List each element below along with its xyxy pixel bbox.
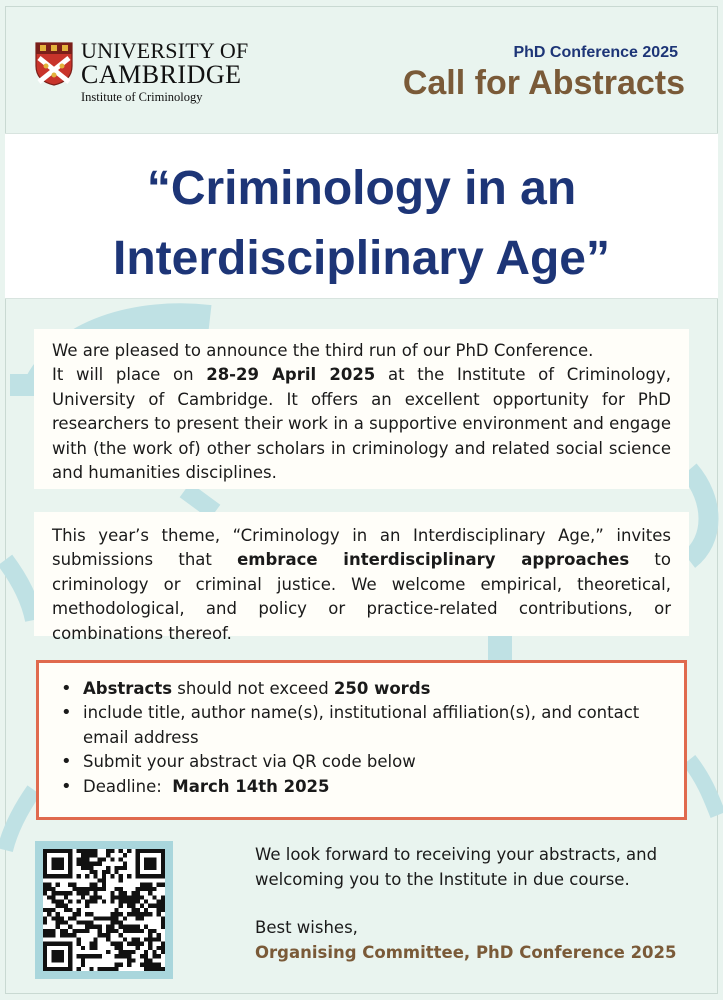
title-band	[5, 133, 718, 299]
university-name-line2: CAMBRIDGE	[81, 60, 242, 89]
requirements-list	[61, 677, 664, 799]
requirement-submission: • Submit your abstract via QR code below	[61, 750, 664, 774]
closing-message: We look forward to receiving your abstracts, and welcoming you to the Institute in due course.	[255, 845, 658, 889]
call-for-abstracts-heading: Call for Abstracts	[402, 64, 685, 102]
qr-code-icon[interactable]	[43, 849, 165, 971]
conference-name: PhD Conference 2025	[513, 44, 678, 61]
deadline-date: March 14th 2025	[172, 776, 330, 796]
university-name-line1: UNIVERSITY OF	[81, 38, 249, 63]
requirements-box	[36, 660, 687, 820]
cambridge-crest-icon	[35, 42, 73, 86]
requirement-abstracts-label: Abstracts	[83, 679, 173, 698]
conference-title-line1: “Criminology in an	[146, 162, 577, 215]
organising-committee: Organising Committee, PhD Conference 2025	[255, 943, 677, 962]
requirement-word-count: 250 words	[333, 679, 431, 698]
conference-title-line2: Interdisciplinary Age”	[112, 232, 610, 285]
requirement-deadline	[61, 775, 664, 799]
intro-box	[34, 329, 689, 489]
requirement-word-limit-text: should not exceed	[172, 679, 334, 698]
institute-name: Institute of Criminology	[81, 90, 203, 104]
theme-emphasis: embrace interdisciplinary approaches	[237, 550, 630, 570]
requirement-contents: • include title, author name(s), institutional affiliation(s), and contact email address	[61, 701, 664, 750]
conference-title	[5, 154, 718, 294]
theme-pre: This year’s theme, “Criminology in an Interdisciplinary Age,” invites submissions that	[52, 526, 671, 570]
requirement-word-limit	[61, 677, 664, 701]
qr-code-frame	[35, 841, 173, 979]
deadline-label: Deadline:	[83, 776, 173, 796]
intro-paragraph	[52, 363, 671, 485]
theme-post: to criminology or criminal justice. We welcome empirical, theoretical, methodological, and policy or practice-related contributions, or combinations thereof.	[52, 550, 671, 643]
theme-box	[34, 512, 689, 643]
intro-pre-date: It will place on	[52, 365, 207, 385]
conference-date: 28-29 April 2025	[206, 365, 376, 385]
intro-sentence: We are pleased to announce the third run of our PhD Conference.	[52, 341, 594, 360]
intro-post-date: at the Institute of Criminology, University of Cambridge. It offers an excellent opportunity for PhD researchers to present their work in a supportive environment and engage with (the work of) other scholars in criminology and related social science and humanities disciplines.	[52, 365, 671, 483]
sign-off: Best wishes,	[255, 918, 358, 937]
